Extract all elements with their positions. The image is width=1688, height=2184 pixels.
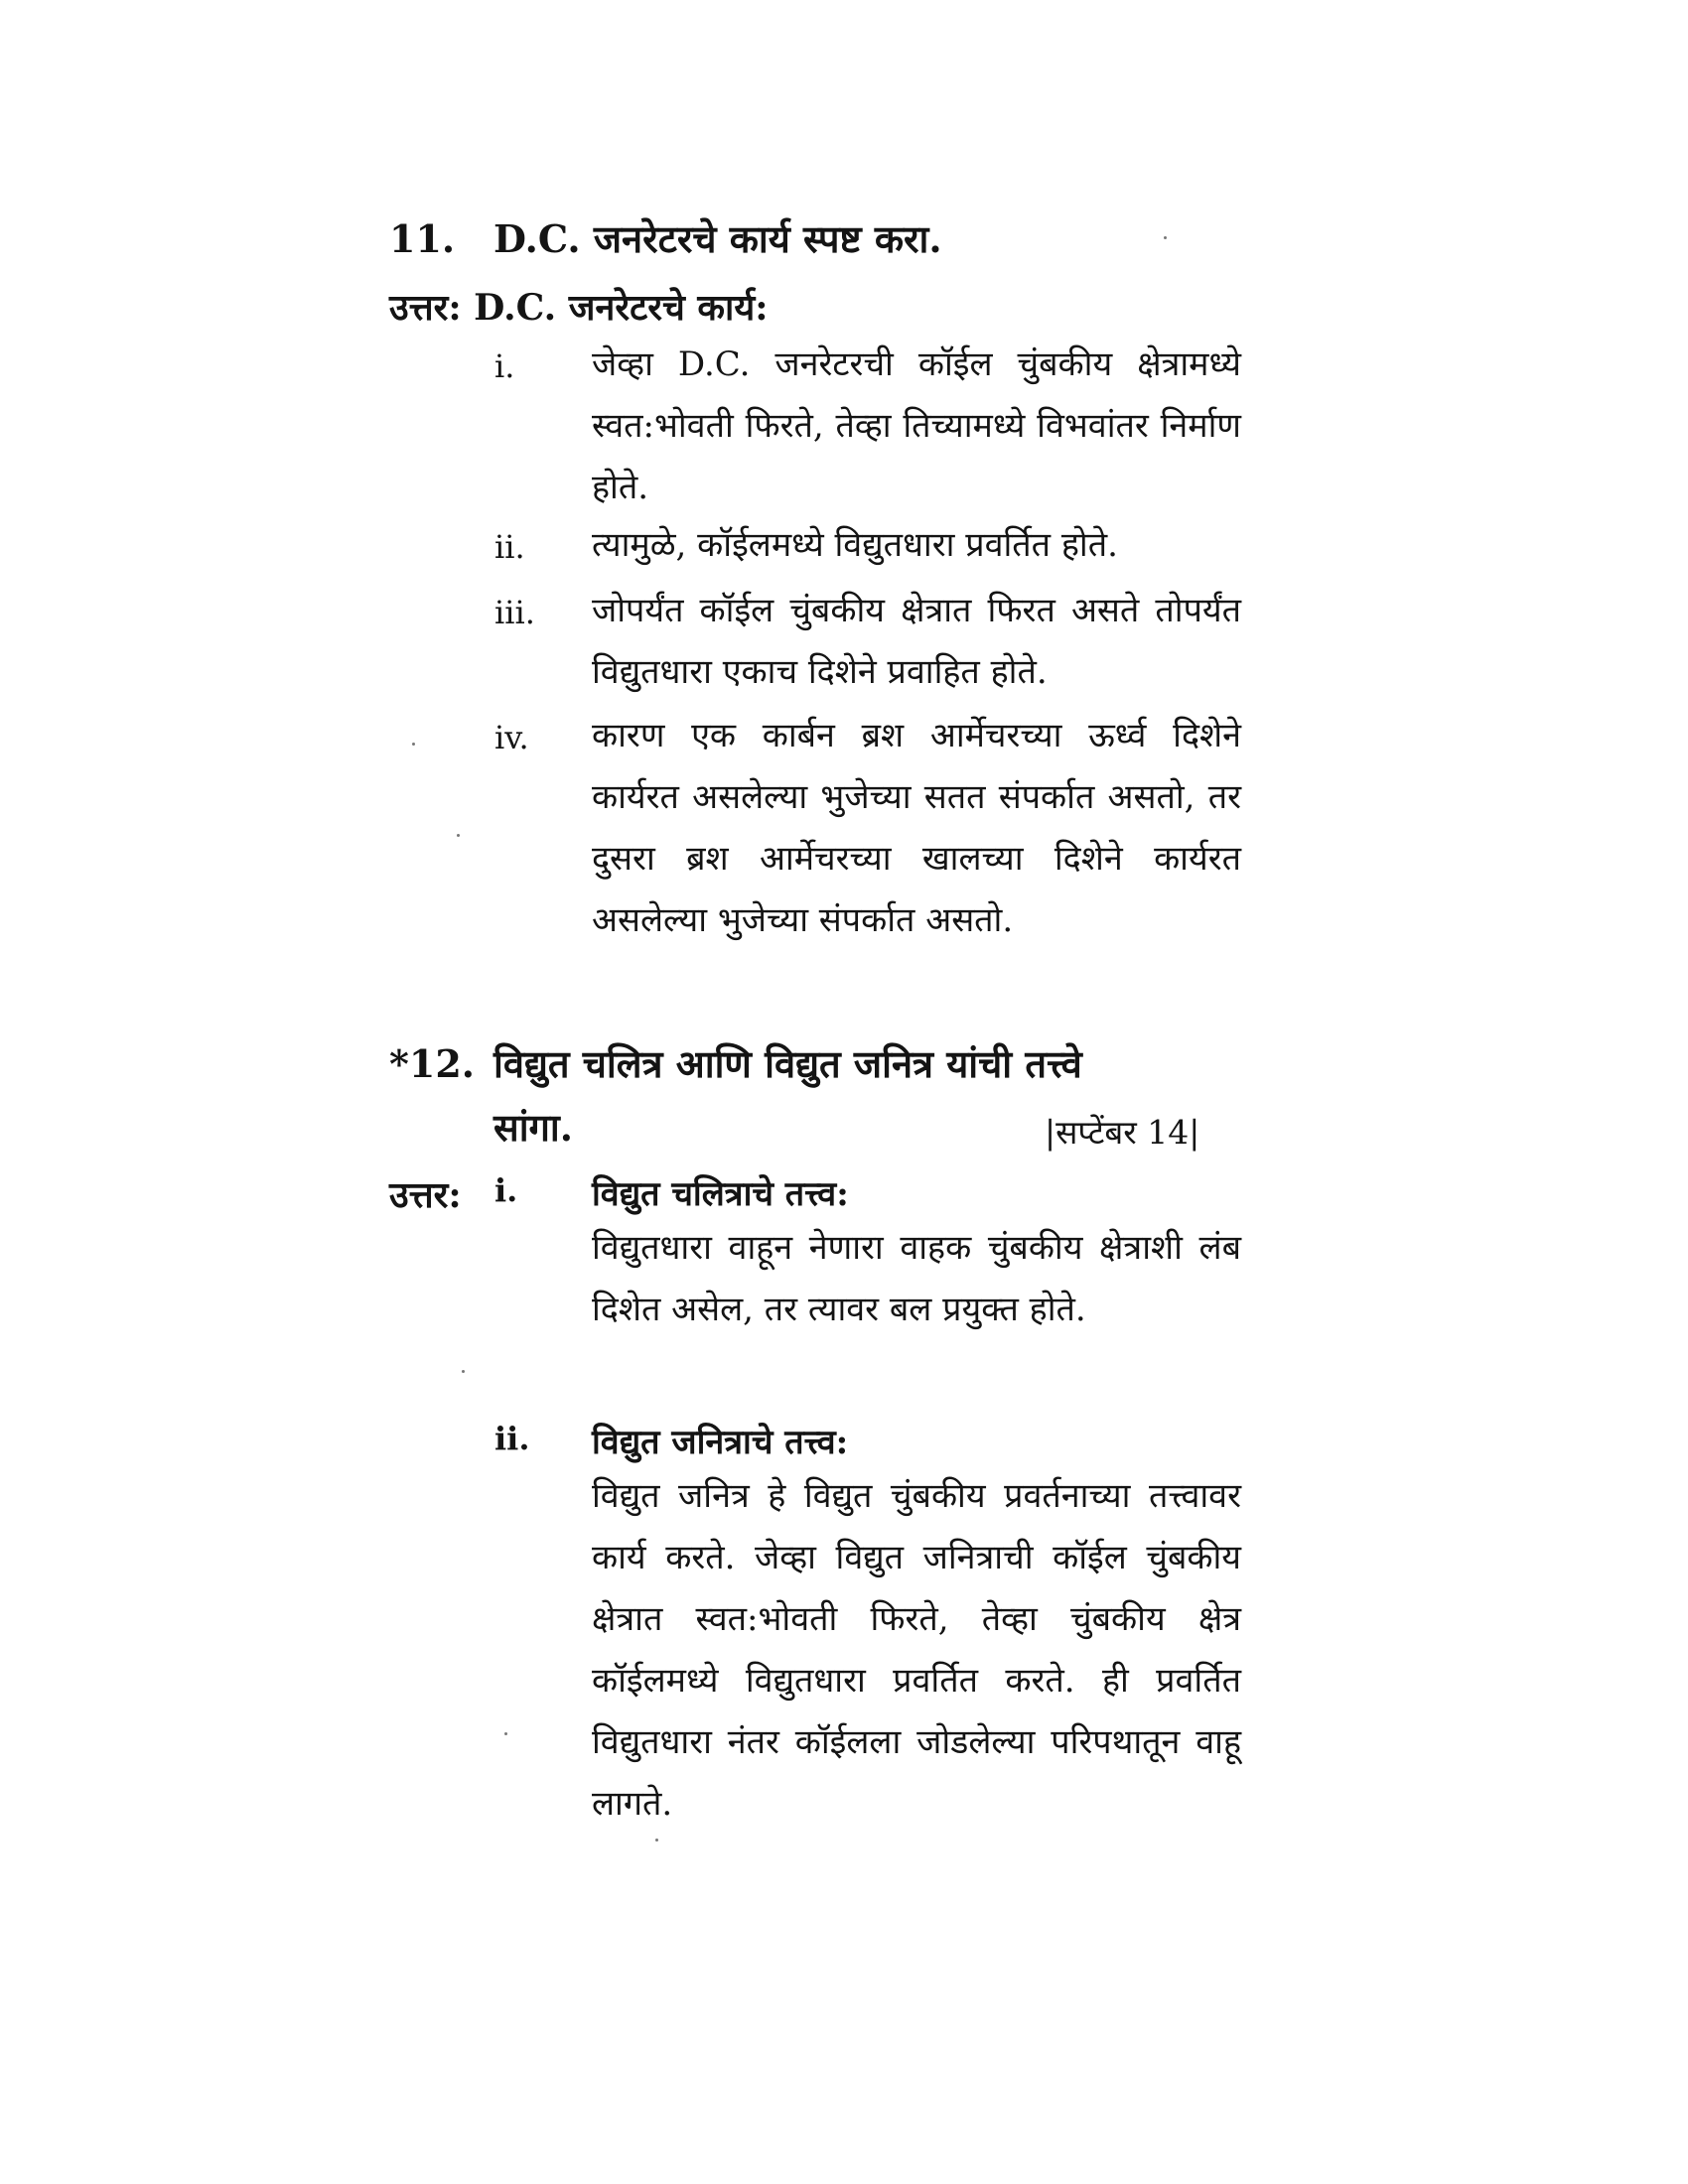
exam-reference: |सप्टेंबर 14| bbox=[1045, 1113, 1200, 1152]
scan-speck bbox=[655, 1839, 658, 1842]
answer-label: उत्तर: D.C. जनरेटरचे कार्य: bbox=[389, 287, 769, 329]
question-number: *12. bbox=[389, 1041, 475, 1086]
scan-speck bbox=[462, 1370, 465, 1373]
point-label: iii. bbox=[494, 594, 535, 631]
part-text: विद्युतधारा वाहून नेणारा वाहक चुंबकीय क्षेत्राशी लंब दिशेत असेल, तर त्यावर बल प्रयुक्त होते. bbox=[592, 1228, 1241, 1329]
point-label: ii. bbox=[494, 528, 525, 566]
scan-speck bbox=[412, 743, 415, 746]
scan-speck bbox=[504, 1732, 507, 1735]
point-text: कारण एक कार्बन ब्रश आर्मेचरच्या ऊर्ध्व दिशेने कार्यरत असलेल्या भुजेच्या सतत संपर्कात असतो, तर दुसरा ब्रश आर्मेचरच्या खालच्या दिशेने कार्यरत असलेल्या भुजेच्या संपर्कात असतो. bbox=[592, 716, 1241, 940]
question-number: 11. bbox=[389, 216, 456, 261]
part-label: ii. bbox=[494, 1420, 530, 1457]
scan-speck bbox=[1164, 236, 1167, 239]
point-text: जोपर्यंत कॉईल चुंबकीय क्षेत्रात फिरत असते तोपर्यंत विद्युतधारा एकाच दिशेने प्रवाहित होते. bbox=[592, 591, 1241, 692]
question-text: विद्युत चलित्र आणि विद्युत जनित्र यांची तत्त्वे bbox=[493, 1041, 1082, 1086]
part-label: i. bbox=[494, 1171, 518, 1209]
part-heading: विद्युत चलित्राचे तत्त्व: bbox=[592, 1174, 849, 1214]
point-text: त्यामुळे, कॉईलमध्ये विद्युतधारा प्रवर्तित होते. bbox=[592, 525, 1118, 565]
point-text: जेव्हा D.C. जनरेटरची कॉईल चुंबकीय क्षेत्रामध्ये स्वत:भोवती फिरते, तेव्हा तिच्यामध्ये विभवांतर निर्माण होते. bbox=[592, 344, 1241, 507]
question-text-continued: सांगा. bbox=[493, 1105, 573, 1150]
part-heading: विद्युत जनित्राचे तत्त्व: bbox=[592, 1423, 849, 1462]
point-label: i. bbox=[494, 347, 515, 385]
part-text: विद्युत जनित्र हे विद्युत चुंबकीय प्रवर्तनाच्या तत्त्वावर कार्य करते. जेव्हा विद्युत जनित्राची कॉईल चुंबकीय क्षेत्रात स्वत:भोवती फिरते, तेव्हा चुंबकीय क्षेत्र कॉईलमध्ये विद्युतधारा प्रवर्तित करते. ही प्रवर्तित विद्युतधारा नंतर कॉईलला जोडलेल्या परिपथातून वाहू लागते. bbox=[592, 1476, 1241, 1824]
question-text: D.C. जनरेटरचे कार्य स्पष्ट करा. bbox=[493, 216, 942, 261]
answer-label: उत्तर: bbox=[389, 1174, 462, 1216]
scan-speck bbox=[457, 834, 460, 837]
point-label: iv. bbox=[494, 719, 529, 756]
